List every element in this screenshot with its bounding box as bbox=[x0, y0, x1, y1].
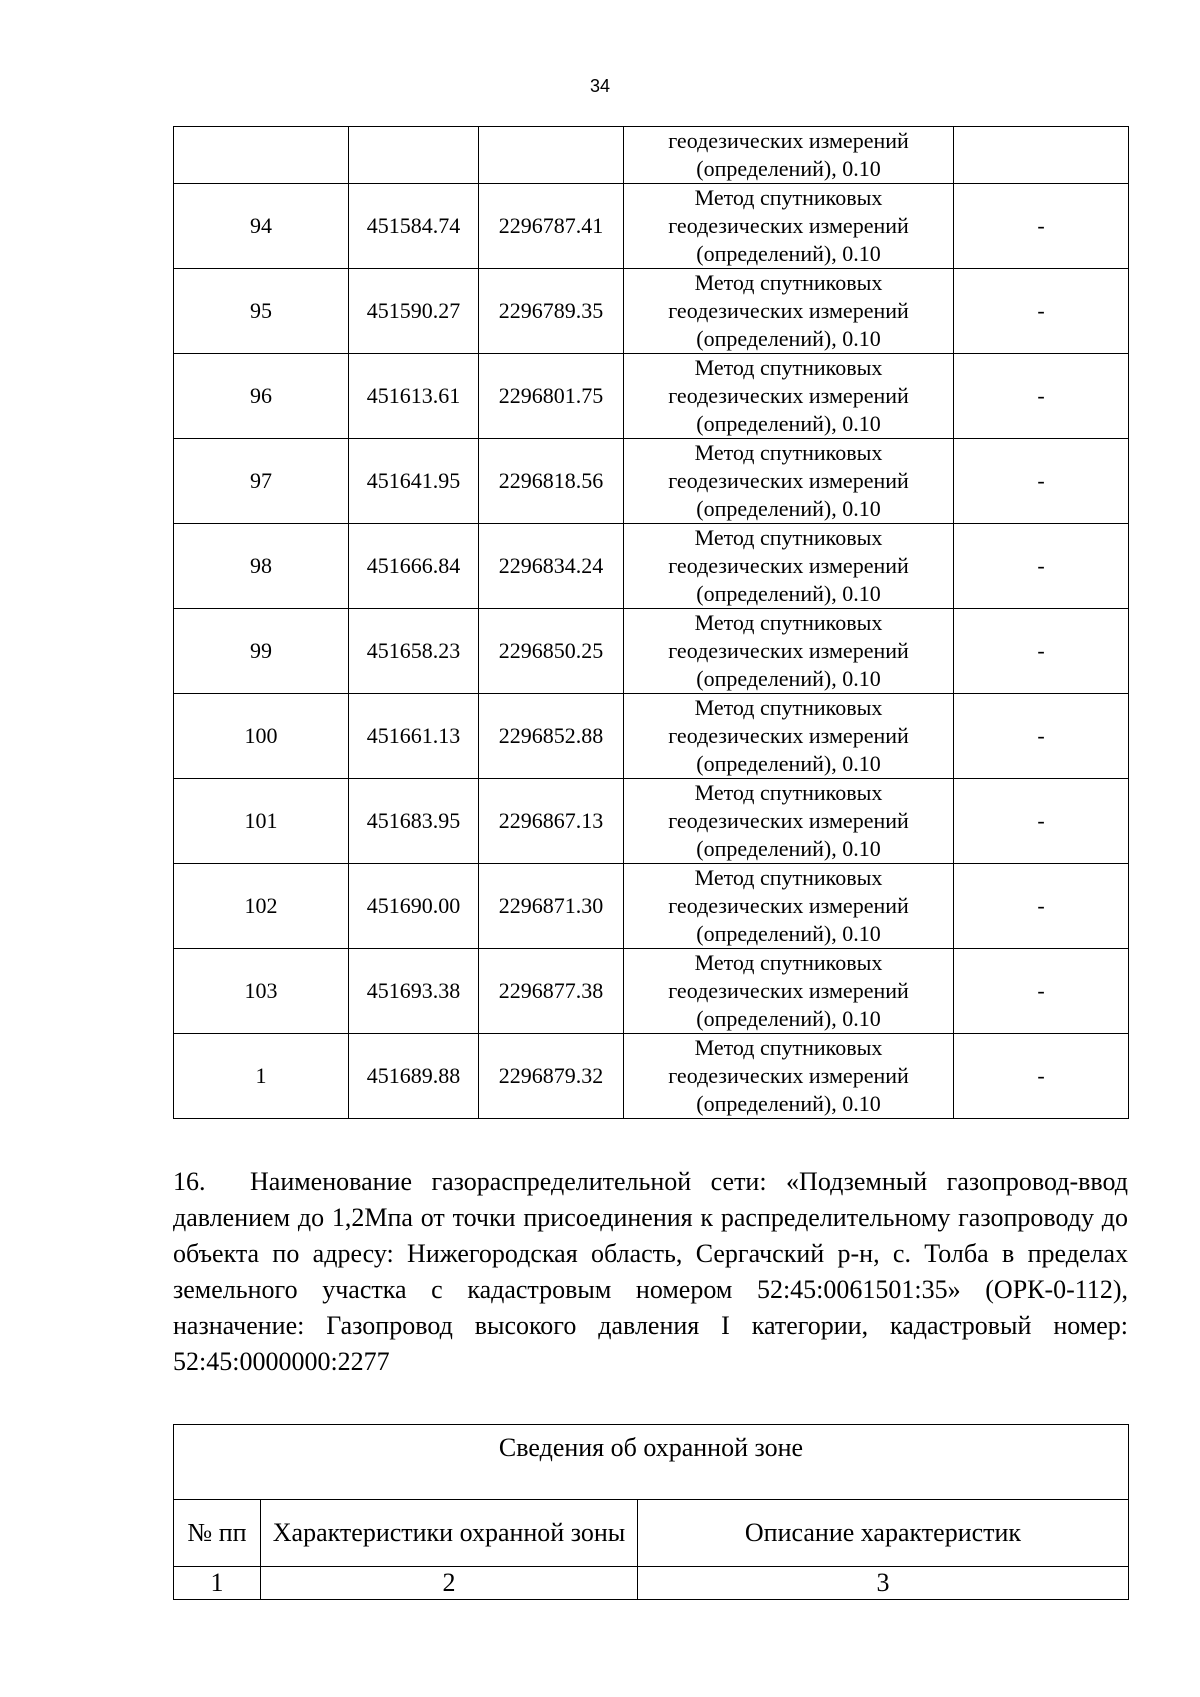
x-cell: 451661.13 bbox=[349, 694, 479, 779]
method-line: геодезических измерений bbox=[668, 383, 909, 408]
method-line: (определений), 0.10 bbox=[696, 326, 881, 351]
method-line: Метод спутниковых bbox=[694, 355, 883, 380]
x-cell: 451690.00 bbox=[349, 864, 479, 949]
method-line: геодезических измерений bbox=[668, 808, 909, 833]
column-number: 1 bbox=[174, 1567, 261, 1600]
section-text: Наименование газораспределительной сети: «Подземный газопровод-ввод давлением до 1,2Мпа от точки присоединения к распределительному газопроводу до объекта по адресу: Нижегородская область, Сергачский р-н, с. Толба в пределах земельного участка с кадастровым номером 52:45:0061501:35» (ОРК-0-112), назначение: Газопровод высокого давления I категории, кадастровый номер: 52:45:0000000:2277 bbox=[173, 1167, 1128, 1376]
method-line: Метод спутниковых bbox=[694, 185, 883, 210]
y-cell bbox=[479, 127, 624, 184]
table-row bbox=[174, 269, 1129, 354]
method-cell bbox=[624, 864, 954, 949]
description-cell: - bbox=[954, 779, 1129, 864]
method-cell bbox=[624, 269, 954, 354]
table-row-continued bbox=[174, 127, 1129, 184]
y-cell: 2296852.88 bbox=[479, 694, 624, 779]
method-line: (определений), 0.10 bbox=[696, 581, 881, 606]
method-line: геодезических измерений bbox=[668, 1063, 909, 1088]
point-cell: 97 bbox=[174, 439, 349, 524]
x-cell: 451683.95 bbox=[349, 779, 479, 864]
x-cell: 451693.38 bbox=[349, 949, 479, 1034]
point-cell: 101 bbox=[174, 779, 349, 864]
method-line: геодезических измерений bbox=[668, 553, 909, 578]
x-cell: 451590.27 bbox=[349, 269, 479, 354]
table-row bbox=[174, 609, 1129, 694]
table-title: Сведения об охранной зоне bbox=[174, 1425, 1129, 1500]
y-cell: 2296871.30 bbox=[479, 864, 624, 949]
y-cell: 2296789.35 bbox=[479, 269, 624, 354]
description-cell: - bbox=[954, 439, 1129, 524]
description-cell: - bbox=[954, 1034, 1129, 1119]
method-line: (определений), 0.10 bbox=[696, 496, 881, 521]
method-cell bbox=[624, 439, 954, 524]
description-cell: - bbox=[954, 524, 1129, 609]
method-line: (определений), 0.10 bbox=[696, 1091, 881, 1116]
coordinates-table bbox=[173, 126, 1129, 1119]
section-paragraph bbox=[173, 1164, 1128, 1380]
method-line: Метод спутниковых bbox=[694, 780, 883, 805]
protection-zone-table bbox=[173, 1424, 1129, 1600]
y-cell: 2296787.41 bbox=[479, 184, 624, 269]
method-line: Метод спутниковых bbox=[694, 950, 883, 975]
x-cell: 451613.61 bbox=[349, 354, 479, 439]
x-cell: 451658.23 bbox=[349, 609, 479, 694]
point-cell: 94 bbox=[174, 184, 349, 269]
table-header-row bbox=[174, 1500, 1129, 1567]
y-cell: 2296867.13 bbox=[479, 779, 624, 864]
method-line: Метод спутниковых bbox=[694, 525, 883, 550]
description-cell: - bbox=[954, 354, 1129, 439]
column-number-row bbox=[174, 1567, 1129, 1600]
description-cell: - bbox=[954, 949, 1129, 1034]
method-cell bbox=[624, 609, 954, 694]
header-number: № пп bbox=[174, 1500, 261, 1567]
point-cell: 96 bbox=[174, 354, 349, 439]
point-cell: 100 bbox=[174, 694, 349, 779]
table-row bbox=[174, 184, 1129, 269]
x-cell: 451666.84 bbox=[349, 524, 479, 609]
method-line: (определений), 0.10 bbox=[696, 836, 881, 861]
page-number: 34 bbox=[589, 76, 611, 96]
method-line: Метод спутниковых bbox=[694, 270, 883, 295]
table-row bbox=[174, 439, 1129, 524]
point-cell: 98 bbox=[174, 524, 349, 609]
y-cell: 2296850.25 bbox=[479, 609, 624, 694]
method-cell bbox=[624, 524, 954, 609]
method-cell bbox=[624, 779, 954, 864]
point-cell: 1 bbox=[174, 1034, 349, 1119]
method-cell bbox=[624, 127, 954, 184]
method-line: (определений), 0.10 bbox=[696, 751, 881, 776]
method-line: (определений), 0.10 bbox=[696, 1006, 881, 1031]
header-description: Описание характеристик bbox=[638, 1500, 1129, 1567]
description-cell: - bbox=[954, 269, 1129, 354]
method-line: Метод спутниковых bbox=[694, 865, 883, 890]
y-cell: 2296877.38 bbox=[479, 949, 624, 1034]
method-line: геодезических измерений bbox=[668, 298, 909, 323]
coordinates-table-body bbox=[174, 127, 1129, 1119]
description-cell: - bbox=[954, 184, 1129, 269]
x-cell: 451689.88 bbox=[349, 1034, 479, 1119]
description-cell: - bbox=[954, 864, 1129, 949]
x-cell: 451641.95 bbox=[349, 439, 479, 524]
table-row bbox=[174, 1034, 1129, 1119]
description-cell: - bbox=[954, 694, 1129, 779]
method-line: Метод спутниковых bbox=[694, 610, 883, 635]
method-line: Метод спутниковых bbox=[694, 695, 883, 720]
section-number: 16. bbox=[173, 1167, 206, 1196]
method-line: (определений), 0.10 bbox=[696, 411, 881, 436]
method-line: (определений), 0.10 bbox=[696, 156, 881, 181]
method-line: Метод спутниковых bbox=[694, 440, 883, 465]
method-line: геодезических измерений bbox=[668, 638, 909, 663]
x-cell: 451584.74 bbox=[349, 184, 479, 269]
table-title-row bbox=[174, 1425, 1129, 1500]
table-row bbox=[174, 779, 1129, 864]
column-number: 3 bbox=[638, 1567, 1129, 1600]
point-cell: 102 bbox=[174, 864, 349, 949]
description-cell: - bbox=[954, 609, 1129, 694]
table-row bbox=[174, 864, 1129, 949]
table-row bbox=[174, 949, 1129, 1034]
method-line: геодезических измерений bbox=[668, 723, 909, 748]
point-cell: 99 bbox=[174, 609, 349, 694]
y-cell: 2296834.24 bbox=[479, 524, 624, 609]
description-cell bbox=[954, 127, 1129, 184]
y-cell: 2296879.32 bbox=[479, 1034, 624, 1119]
point-cell: 95 bbox=[174, 269, 349, 354]
method-line: (определений), 0.10 bbox=[696, 666, 881, 691]
method-line: (определений), 0.10 bbox=[696, 241, 881, 266]
column-number: 2 bbox=[261, 1567, 638, 1600]
table-row bbox=[174, 694, 1129, 779]
method-cell bbox=[624, 1034, 954, 1119]
method-line: геодезических измерений bbox=[668, 978, 909, 1003]
method-cell bbox=[624, 694, 954, 779]
method-line: геодезических измерений bbox=[668, 128, 909, 153]
method-cell bbox=[624, 184, 954, 269]
point-cell bbox=[174, 127, 349, 184]
y-cell: 2296818.56 bbox=[479, 439, 624, 524]
table-row bbox=[174, 524, 1129, 609]
method-line: геодезических измерений bbox=[668, 213, 909, 238]
method-line: (определений), 0.10 bbox=[696, 921, 881, 946]
method-cell bbox=[624, 949, 954, 1034]
header-characteristics: Характеристики охранной зоны bbox=[261, 1500, 638, 1567]
method-line: Метод спутниковых bbox=[694, 1035, 883, 1060]
method-cell bbox=[624, 354, 954, 439]
point-cell: 103 bbox=[174, 949, 349, 1034]
method-line: геодезических измерений bbox=[668, 468, 909, 493]
x-cell bbox=[349, 127, 479, 184]
y-cell: 2296801.75 bbox=[479, 354, 624, 439]
table-row bbox=[174, 354, 1129, 439]
method-line: геодезических измерений bbox=[668, 893, 909, 918]
